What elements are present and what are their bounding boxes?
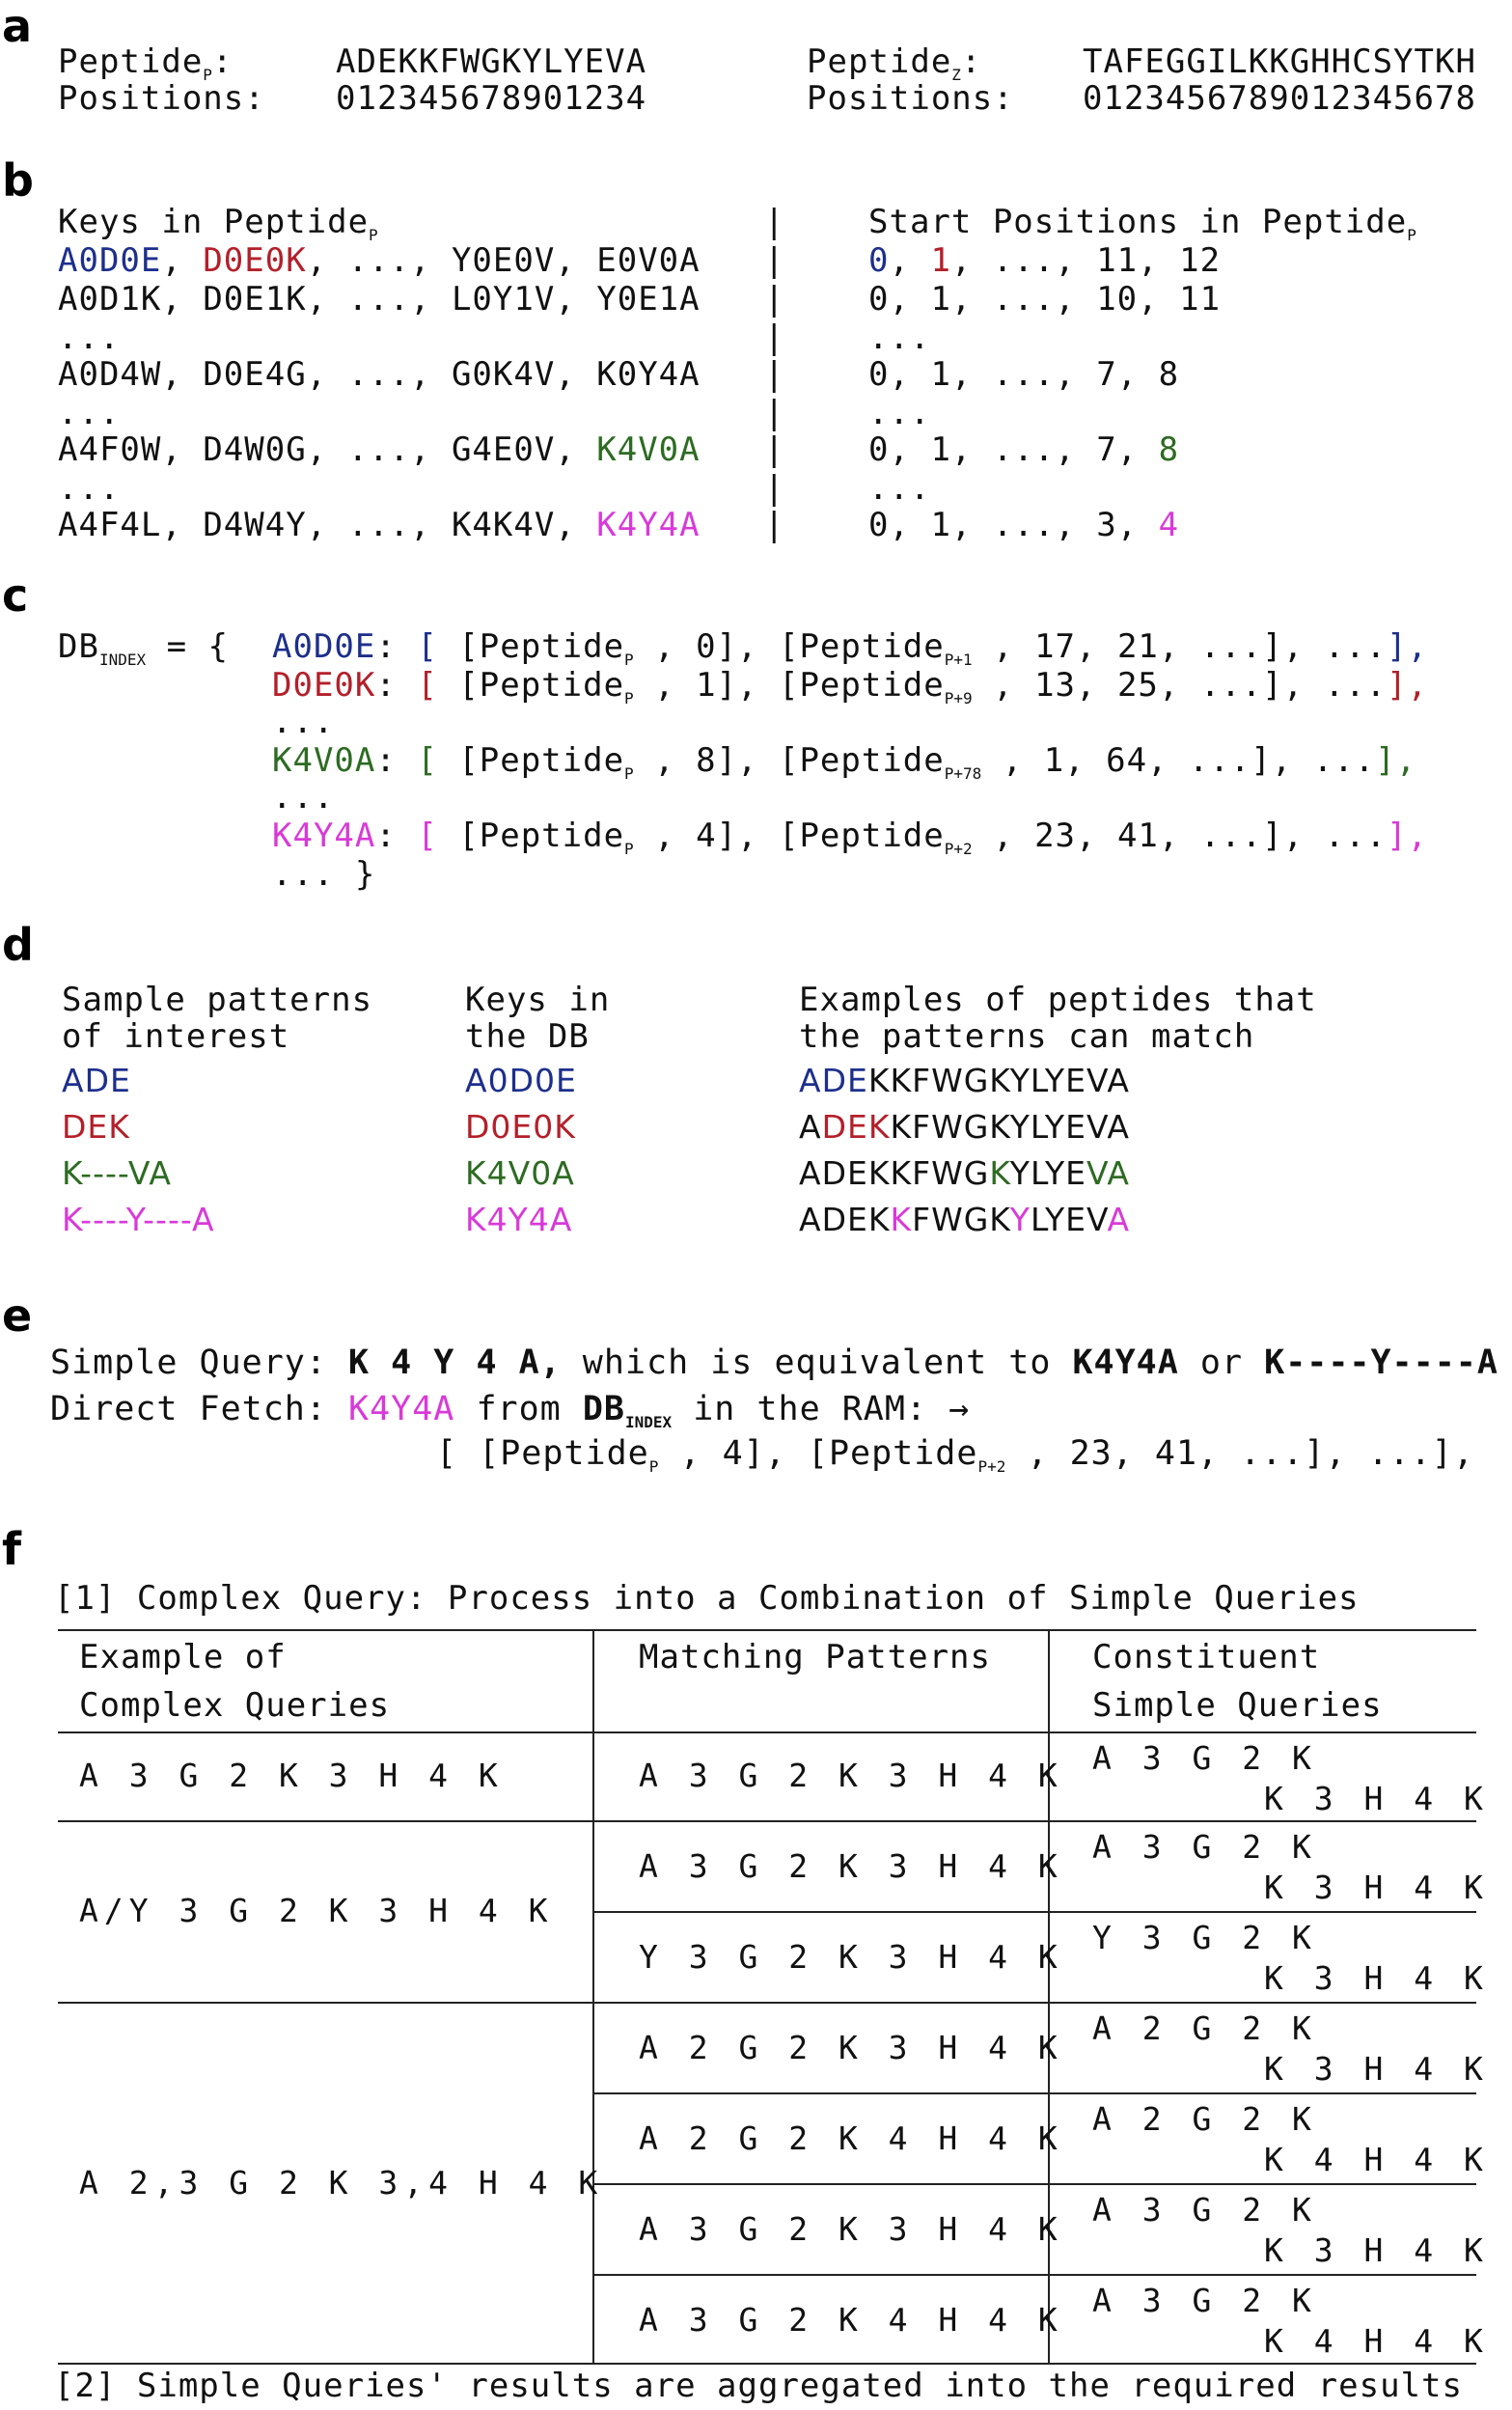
separator: | <box>764 506 785 544</box>
separator: | <box>764 394 785 432</box>
peptide-z-label: Peptide$_Z$: <box>807 42 982 84</box>
pattern-4: K----Y----A <box>62 1201 215 1238</box>
fetch-result-line: [ [Peptide$_P$ , 4], [Peptide$_{P+2}$ , 23, 41, ...], ...], <box>436 1434 1474 1476</box>
step-2-text: [2] Simple Queries' results are aggregated into the required results <box>54 2367 1463 2405</box>
col-header-keys-2: the DB <box>465 1017 590 1056</box>
positions-dots-1: ... <box>868 319 931 357</box>
simple-query-part-2: K 3 H 4 K <box>1264 1959 1489 1997</box>
positions-dots-3: ... <box>868 469 931 508</box>
separator: | <box>764 469 785 508</box>
db-key-1: A0D0E <box>465 1062 577 1099</box>
pattern-1: ADE <box>62 1062 131 1099</box>
panel-label-a: a <box>2 0 33 52</box>
db-dots-1: ... <box>272 703 335 741</box>
separator: | <box>764 241 785 280</box>
complex-query-2: A/Y 3 G 2 K 3 H 4 K <box>79 1892 554 1929</box>
th-simple-2: Simple Queries <box>1092 1686 1383 1725</box>
keys-dots-3: ... <box>58 469 121 508</box>
db-entry-1: A0D0E: [ [Peptide$_P$ , 0], [Peptide$_{P+1}$ , 17, 21, ...], ...], <box>272 627 1429 669</box>
separator: | <box>764 355 785 394</box>
complex-query-1: A 3 G 2 K 3 H 4 K <box>79 1757 504 1794</box>
col-header-patterns: Sample patterns <box>62 981 373 1019</box>
simple-query-part-2: K 3 H 4 K <box>1264 1869 1489 1906</box>
positions-left: 012345678901234 <box>336 79 647 118</box>
peptide-p-label: Peptide$_P$: <box>58 42 234 84</box>
keys-dots-2: ... <box>58 394 121 432</box>
example-peptide-1: ADEKKFWGKYLYEVA <box>799 1062 1130 1099</box>
panel-label-b: b <box>2 154 34 207</box>
complex-query-3: A 2,3 G 2 K 3,4 H 4 K <box>79 2164 604 2202</box>
keys-row-4: A4F0W, D4W0G, ..., G4E0V, K4V0A <box>58 430 701 469</box>
simple-query-part-1: A 2 G 2 K <box>1092 2009 1317 2047</box>
db-entry-2: D0E0K: [ [Peptide$_P$ , 1], [Peptide$_{P+9}$ , 13, 25, ...], ...], <box>272 666 1429 707</box>
db-entry-4: K4Y4A: [ [Peptide$_P$ , 4], [Peptide$_{P+2}$ , 23, 41, ...], ...], <box>272 817 1429 858</box>
th-complex-1: Example of <box>79 1638 287 1676</box>
keys-row-3: A0D4W, D0E4G, ..., G0K4V, K0Y4A <box>58 355 701 394</box>
panel-label-e: e <box>2 1289 33 1342</box>
simple-query-part-1: A 2 G 2 K <box>1092 2100 1317 2138</box>
db-key-4: K4Y4A <box>465 1201 573 1238</box>
separator: | <box>764 319 785 357</box>
simple-query-part-1: A 3 G 2 K <box>1092 1739 1317 1777</box>
positions-dots-2: ... <box>868 394 931 432</box>
th-matching: Matching Patterns <box>639 1638 991 1676</box>
col-header-keys: Keys in <box>465 981 611 1019</box>
positions-row-3: 0, 1, ..., 7, 8 <box>868 355 1180 394</box>
db-key-2: D0E0K <box>465 1108 576 1146</box>
table-bottom-rule <box>58 2363 1476 2365</box>
db-index-label: $DB_{INDEX}$ = { <box>58 627 230 669</box>
separator: | <box>764 203 785 241</box>
positions-row-4: 0, 1, ..., 7, 8 <box>868 430 1180 469</box>
positions-right: 0123456789012345678 <box>1083 79 1476 118</box>
table-top-rule <box>58 1629 1476 1631</box>
row-rule <box>592 1911 1476 1913</box>
peptide-p-sequence: ADEKKFWGKYLYEVA <box>336 42 647 81</box>
db-key-3: K4V0A <box>465 1154 575 1192</box>
positions-row-2: 0, 1, ..., 10, 11 <box>868 280 1222 319</box>
example-peptide-3: ADEKKFWGKYLYEVA <box>799 1154 1130 1192</box>
keys-row-5: A4F4L, D4W4Y, ..., K4K4V, K4Y4A <box>58 506 701 544</box>
simple-query-part-1: A 3 G 2 K <box>1092 2191 1317 2229</box>
example-peptide-4: ADEKKFWGKYLYEVA <box>799 1201 1131 1238</box>
keys-header: Keys in Peptide$_P$ <box>58 203 378 244</box>
db-dots-2: ... <box>272 778 335 817</box>
simple-query-part-2: K 3 H 4 K <box>1264 2050 1489 2088</box>
matching-pattern: Y 3 G 2 K 3 H 4 K <box>639 1938 1063 1976</box>
matching-pattern: A 3 G 2 K 3 H 4 K <box>639 1757 1063 1794</box>
row-rule <box>592 2274 1476 2276</box>
column-divider-2 <box>1048 1629 1050 2365</box>
simple-query-part-2: K 3 H 4 K <box>1264 2231 1489 2269</box>
col-header-examples-2: the patterns can match <box>799 1017 1255 1056</box>
pattern-3: K----VA <box>62 1154 172 1192</box>
th-simple-1: Constituent <box>1092 1638 1321 1676</box>
db-entry-3: K4V0A: [ [Peptide$_P$ , 8], [Peptide$_{P+78}$ , 1, 64, ...], ...], <box>272 741 1417 783</box>
panel-label-c: c <box>2 569 29 622</box>
direct-fetch-line: Direct Fetch: K4Y4A from $DB_{INDEX}$ in the RAM: → <box>50 1390 971 1431</box>
matching-pattern: A 3 G 2 K 3 H 4 K <box>639 1847 1063 1885</box>
col-header-examples: Examples of peptides that <box>799 981 1317 1019</box>
simple-query-line: Simple Query: K 4 Y 4 A, which is equivalent to K4Y4A or K----Y----A <box>50 1344 1498 1382</box>
simple-query-part-1: Y 3 G 2 K <box>1092 1919 1317 1956</box>
col-header-patterns-2: of interest <box>62 1017 290 1056</box>
simple-query-part-2: K 4 H 4 K <box>1264 2141 1489 2178</box>
th-complex-2: Complex Queries <box>79 1686 391 1725</box>
matching-pattern: A 2 G 2 K 3 H 4 K <box>639 2029 1063 2066</box>
keys-row-2: A0D1K, D0E1K, ..., L0Y1V, Y0E1A <box>58 280 701 319</box>
start-positions-header: Start Positions in Peptide$_P$ <box>868 203 1416 244</box>
row-rule <box>592 2183 1476 2185</box>
group-rule-1 <box>58 1820 1476 1822</box>
example-peptide-2: ADEKKFWGKYLYEVA <box>799 1108 1130 1146</box>
column-divider-1 <box>592 1629 594 2365</box>
step-1-text: [1] Complex Query: Process into a Combination of Simple Queries <box>54 1579 1360 1618</box>
positions-label-right: Positions: <box>807 79 1014 118</box>
row-rule <box>592 2092 1476 2094</box>
table-header-rule <box>58 1731 1476 1733</box>
simple-query-part-2: K 4 H 4 K <box>1264 2322 1489 2360</box>
matching-pattern: A 2 G 2 K 4 H 4 K <box>639 2119 1063 2157</box>
simple-query-part-2: K 3 H 4 K <box>1264 1780 1489 1817</box>
db-end: ... } <box>272 855 376 894</box>
keys-row-1: A0D0E, D0E0K, ..., Y0E0V, E0V0A <box>58 241 701 280</box>
group-rule-2 <box>58 2002 1476 2004</box>
panel-label-d: d <box>2 919 34 971</box>
panel-label-f: f <box>2 1523 22 1575</box>
separator: | <box>764 280 785 319</box>
positions-label-left: Positions: <box>58 79 265 118</box>
matching-pattern: A 3 G 2 K 4 H 4 K <box>639 2301 1063 2339</box>
pattern-2: DEK <box>62 1108 130 1146</box>
positions-row-1: 0, 1, ..., 11, 12 <box>868 241 1222 280</box>
simple-query-part-1: A 3 G 2 K <box>1092 1828 1317 1866</box>
separator: | <box>764 430 785 469</box>
peptide-z-sequence: TAFEGGILKKGHHCSYTKH <box>1083 42 1476 81</box>
simple-query-part-1: A 3 G 2 K <box>1092 2282 1317 2319</box>
matching-pattern: A 3 G 2 K 3 H 4 K <box>639 2210 1063 2248</box>
keys-dots-1: ... <box>58 319 121 357</box>
positions-row-5: 0, 1, ..., 3, 4 <box>868 506 1180 544</box>
